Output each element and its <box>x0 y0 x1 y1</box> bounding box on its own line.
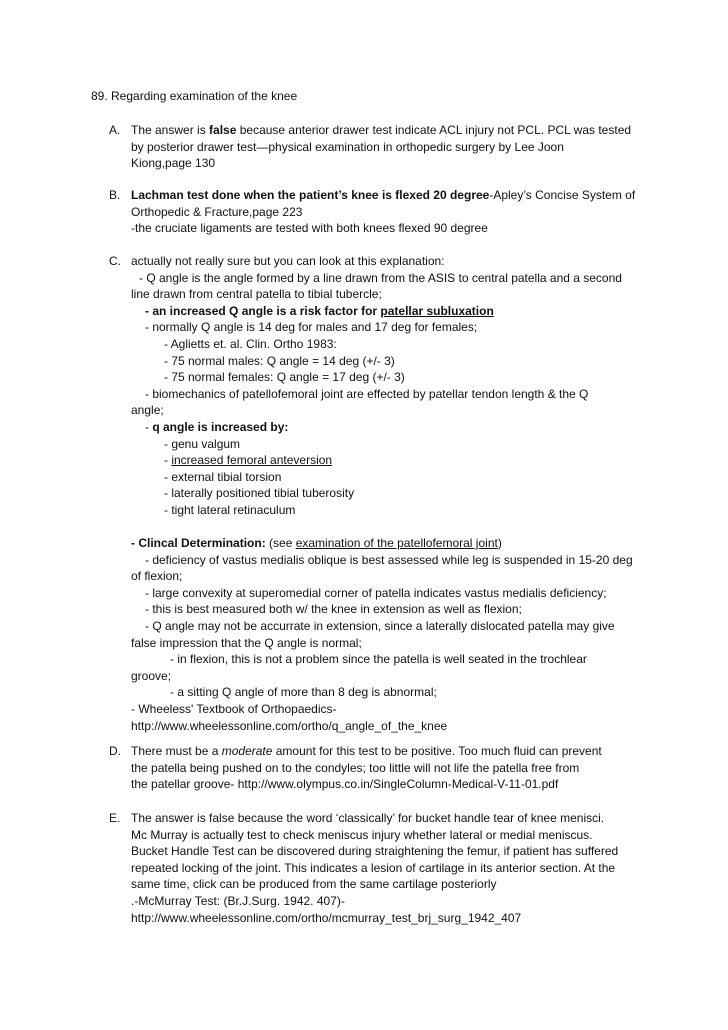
text-line: false impression that the Q angle is normal; <box>131 635 362 650</box>
text-line: - Aglietts et. al. Clin. Ortho 1983: <box>164 336 337 351</box>
text-line: - external tibial torsion <box>164 469 282 484</box>
bold-text: false <box>209 123 237 137</box>
text-line: - Q angle is the angle formed by a line drawn from the ASIS to central patella and a second <box>139 270 622 285</box>
bold-underlined-text: patellar subluxation <box>380 303 494 318</box>
text-line: Lachman test done when the patient’s knee is flexed 20 degree-Apley’s Concise System of <box>131 188 636 202</box>
bold-text: q angle is increased by: <box>152 419 289 434</box>
answer-section-b <box>109 187 651 237</box>
bold-text: - Clincal Determination: <box>131 536 266 551</box>
text-line: - deficiency of vastus medialis oblique is best assessed while leg is suspended in 15-20 deg <box>145 552 633 567</box>
text-line: - in flexion, this is not a problem since the patella is well seated in the trochlear <box>170 652 587 667</box>
answer-section-e <box>109 810 651 926</box>
text-line: - laterally positioned tibial tuberosity <box>164 486 355 501</box>
text-line: - a sitting Q angle of more than 8 deg is abnormal; <box>170 685 437 700</box>
text-line: - genu valgum <box>164 436 241 451</box>
answer-section-a <box>109 122 651 172</box>
text-line: - this is best measured both w/ the knee in extension as well as flexion; <box>145 602 522 617</box>
italic-text: moderate <box>221 744 273 758</box>
text-line: Orthopedic & Fracture,page 223 <box>131 204 303 219</box>
text-line: -the cruciate ligaments are tested with both knees flexed 90 degree <box>131 221 488 236</box>
text-line: - biomechanics of patellofemoral joint are effected by patellar tendon length & the Q <box>145 386 589 401</box>
text-line: same time, click can be produced from the same cartilage posteriorly <box>131 877 497 892</box>
text-line: - large convexity at superomedial corner of patella indicates vastus medialis deficiency; <box>145 585 607 600</box>
underlined-text: examination of the patellofemoral joint <box>295 536 498 551</box>
text-line: There must be a moderate amount for this test to be positive. Too much fluid can prevent <box>131 744 602 758</box>
bold-text: - an increased Q angle is a risk factor for <box>145 303 381 318</box>
text-line: The answer is false because the word ‘classically’ for bucket handle tear of knee menisci. <box>131 811 605 825</box>
text-line: the patella being pushed on to the condyles; too little will not life the patella free from <box>131 760 580 775</box>
text-line: groove; <box>131 668 172 683</box>
text-line: repeated locking of the joint. This indicates a lesion of cartilage in its anterior section. At the <box>131 860 616 875</box>
text-line: - Wheeless' Textbook of Orthopaedics- <box>131 702 337 717</box>
text-line: actually not really sure but you can look at this explanation: <box>131 254 445 268</box>
text-line: Mc Murray is actually test to check meniscus injury whether lateral or medial meniscus. <box>131 827 593 842</box>
answer-section-d <box>109 743 651 793</box>
text-line: - 75 normal males: Q angle = 14 deg (+/- 3) <box>164 353 395 368</box>
text-line: of flexion; <box>131 569 183 584</box>
text-line: Bucket Handle Test can be discovered during straightening the femur, if patient has suffered <box>131 844 619 859</box>
answer-section-c <box>109 253 651 734</box>
text-line: angle; <box>131 403 164 418</box>
reference-url: http://www.wheelessonline.com/ortho/q_angle_of_the_knee <box>131 718 448 733</box>
bold-text: Lachman test done when the patient’s knee is flexed 20 degree <box>131 188 490 202</box>
text-line: - normally Q angle is 14 deg for males and 17 deg for females; <box>145 320 478 335</box>
text-line: - tight lateral retinaculum <box>164 502 296 517</box>
section-letter: C. <box>109 254 121 268</box>
section-letter: E. <box>109 811 121 825</box>
text-line: line drawn from central patella to tibial tubercle; <box>131 287 382 302</box>
text-line: - Q angle may not be accurrate in extension, since a laterally dislocated patella may give <box>145 619 615 634</box>
section-letter: B. <box>109 188 121 202</box>
text-line: The answer is false because anterior drawer test indicate ACL injury not PCL. PCL was tested <box>131 123 632 137</box>
section-letter: D. <box>109 744 121 758</box>
text-line: - 75 normal females: Q angle = 17 deg (+/- 3) <box>164 370 405 385</box>
text-line: by posterior drawer test—physical examination in orthopedic surgery by Lee Joon <box>131 139 564 154</box>
text-line: - Clincal Determination: (see examination of the patellofemoral joint) <box>131 536 502 551</box>
underlined-text: increased femoral anteversion <box>171 453 333 468</box>
text-line: the patellar groove- http://www.olympus.co.in/SingleColumn-Medical-V-11-01.pdf <box>131 777 559 792</box>
section-letter: A. <box>109 123 121 137</box>
text-line: .-McMurray Test: (Br.J.Surg. 1942. 407)- <box>131 893 345 908</box>
text-line: - increased femoral anteversion <box>164 453 333 468</box>
question-title: 89. Regarding examination of the knee <box>91 89 298 103</box>
text-line: Kiong,page 130 <box>131 156 216 171</box>
text-line: - q angle is increased by: <box>145 419 289 434</box>
text-line <box>131 303 651 320</box>
reference-url: http://www.wheelessonline.com/ortho/mcmurray_test_brj_surg_1942_407 <box>131 910 522 925</box>
spacer <box>131 519 651 536</box>
